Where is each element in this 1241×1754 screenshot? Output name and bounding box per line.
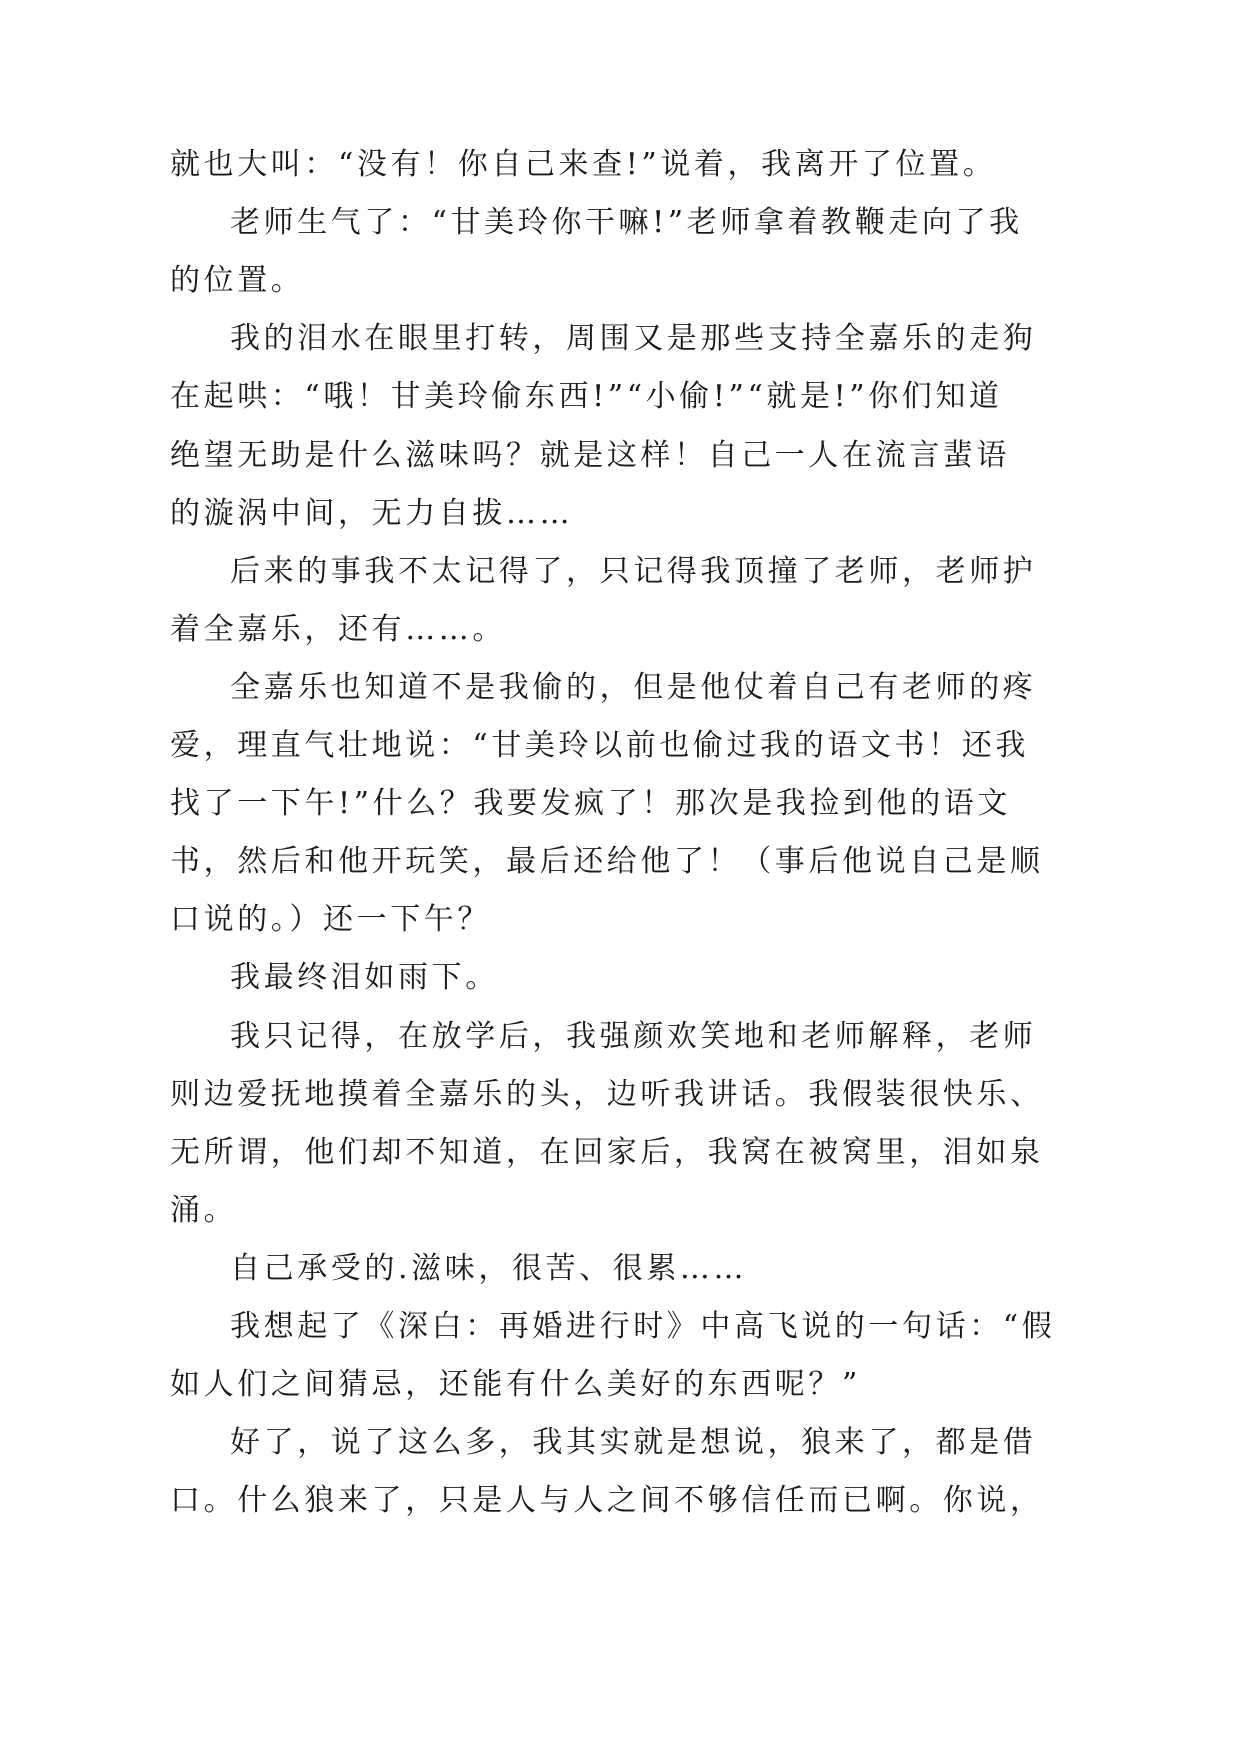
paragraph-first-line: 我只记得，在放学后，我强颜欢笑地和老师解释，老师 bbox=[230, 1018, 1037, 1054]
text-line: 书，然后和他开玩笑，最后还给他了！（事后他说自己是顺 bbox=[170, 844, 1044, 880]
text-line: 如人们之间猜忌，还能有什么美好的东西呢？” bbox=[170, 1367, 861, 1403]
text-line: 着全嘉乐，还有……。 bbox=[170, 611, 506, 647]
text-line: 绝望无助是什么滋味吗？就是这样！自己一人在流言蜚语 bbox=[170, 437, 1010, 473]
paragraph-first-line: 老师生气了：“甘美玲你干嘛!”老师拿着教鞭走向了我 bbox=[230, 205, 1023, 241]
text-line: 则边爱抚地摸着全嘉乐的头，边听我讲话。我假装很快乐、 bbox=[170, 1076, 1044, 1112]
text-line: 的漩涡中间，无力自拔…… bbox=[170, 495, 574, 531]
text-line: 口。什么狼来了，只是人与人之间不够信任而已啊。你说， bbox=[170, 1483, 1044, 1519]
paragraph-first-line: 好了，说了这么多，我其实就是想说，狼来了，都是借 bbox=[230, 1425, 1037, 1461]
text-line: 爱，理直气壮地说：“甘美玲以前也偷过我的语文书！还我 bbox=[170, 728, 1029, 763]
paragraph-first-line: 自己承受的.滋味，很苦、很累…… bbox=[230, 1250, 748, 1286]
paragraph-first-line: 全嘉乐也知道不是我偷的，但是他仗着自己有老师的疼 bbox=[230, 669, 1037, 705]
text-line: 无所谓，他们却不知道，在回家后，我窝在被窝里，泪如泉 bbox=[170, 1134, 1044, 1170]
paragraph-first-line: 我最终泪如雨下。 bbox=[230, 960, 499, 996]
text-line: 就也大叫：“没有！你自己来查!”说着，我离开了位置。 bbox=[170, 147, 997, 182]
paragraph-first-line: 我的泪水在眼里打转，周围又是那些支持全嘉乐的走狗 bbox=[230, 321, 1037, 357]
paragraph-first-line: 我想起了《深白：再婚进行时》中高飞说的一句话：“假 bbox=[230, 1309, 1056, 1344]
text-line: 的位置。 bbox=[170, 263, 305, 299]
paragraph-first-line: 后来的事我不太记得了，只记得我顶撞了老师，老师护 bbox=[230, 553, 1037, 589]
text-line: 口说的。）还一下午？ bbox=[170, 902, 491, 938]
text-line: 找了一下午!”什么？我要发疯了！那次是我捡到他的语文 bbox=[170, 786, 1011, 822]
text-line: 涌。 bbox=[170, 1192, 238, 1228]
text-line: 在起哄：“哦！甘美玲偷东西!”“小偷!”“就是!”你们知道 bbox=[170, 379, 1003, 415]
